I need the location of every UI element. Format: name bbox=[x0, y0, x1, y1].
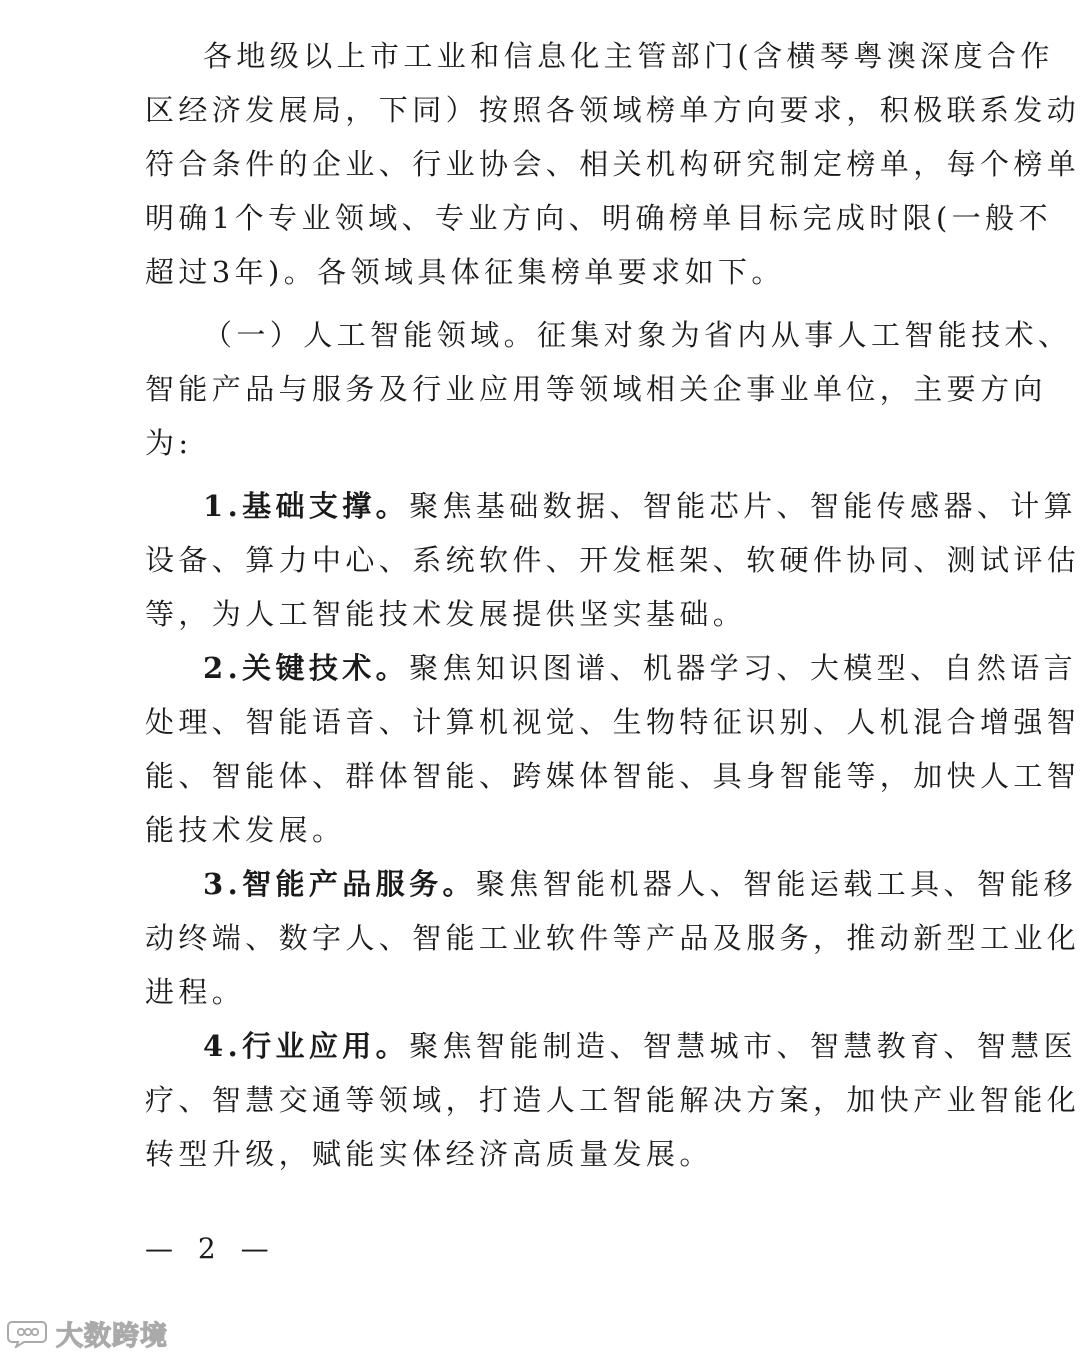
paragraph-line: 动终端、数字人、智能工业软件等产品及服务，推动新型工业化 bbox=[145, 921, 1080, 955]
item-text: 聚焦智能制造、智慧城市、智慧教育、智慧医 bbox=[409, 1029, 1078, 1063]
item-text: 聚焦知识图谱、机器学习、大模型、自然语言 bbox=[409, 651, 1078, 685]
paragraph-line: 能技术发展。 bbox=[145, 813, 346, 847]
page-number: — 2 — bbox=[145, 1232, 277, 1265]
chat-bubble-logo-icon bbox=[6, 1318, 50, 1348]
item-heading: 2.关键技术。 bbox=[203, 651, 410, 685]
paragraph-line: 区经济发展局，下同）按照各领域榜单方向要求，积极联系发动 bbox=[145, 93, 1080, 127]
item-heading: 3.智能产品服务。 bbox=[203, 867, 476, 901]
paragraph-line: 超过3年)。各领域具体征集榜单要求如下。 bbox=[145, 255, 785, 289]
paragraph-line: 转型升级，赋能实体经济高质量发展。 bbox=[145, 1137, 713, 1171]
paragraph-line: 等，为人工智能技术发展提供坚实基础。 bbox=[145, 597, 747, 631]
paragraph-line: 设备、算力中心、系统软件、开发框架、软硬件协同、测试评估 bbox=[145, 543, 1080, 577]
paragraph-line: 为: bbox=[145, 426, 193, 460]
paragraph-line: 处理、智能语音、计算机视觉、生物特征识别、人机混合增强智 bbox=[145, 705, 1080, 739]
paragraph-line: 各地级以上市工业和信息化主管部门(含横琴粤澳深度合作 bbox=[203, 39, 1054, 73]
item-heading: 4.行业应用。 bbox=[203, 1029, 410, 1063]
paragraph-line: 智能产品与服务及行业应用等领域相关企事业单位，主要方向 bbox=[145, 372, 1047, 406]
item-first-line bbox=[203, 866, 1078, 902]
watermark bbox=[6, 1316, 168, 1350]
paragraph-line: 明确1个专业领域、专业方向、明确榜单目标完成时限(一般不 bbox=[145, 201, 1052, 235]
section-heading-line: （一）人工智能领域。征集对象为省内从事人工智能技术、 bbox=[203, 318, 1072, 352]
paragraph-line: 进程。 bbox=[145, 975, 246, 1009]
item-first-line bbox=[203, 488, 1078, 524]
item-text: 聚焦智能机器人、智能运载工具、智能移 bbox=[475, 867, 1078, 901]
item-text: 聚焦基础数据、智能芯片、智能传感器、计算 bbox=[409, 489, 1078, 523]
item-heading: 1.基础支撑。 bbox=[203, 489, 410, 523]
item-first-line bbox=[203, 650, 1078, 686]
paragraph-line: 符合条件的企业、行业协会、相关机构研究制定榜单，每个榜单 bbox=[145, 147, 1080, 181]
watermark-text: 大数跨境 bbox=[56, 1320, 168, 1352]
paragraph-line: 疗、智慧交通等领域，打造人工智能解决方案，加快产业智能化 bbox=[145, 1083, 1080, 1117]
paragraph-line: 能、智能体、群体智能、跨媒体智能、具身智能等，加快人工智 bbox=[145, 759, 1080, 793]
item-first-line bbox=[203, 1028, 1078, 1064]
